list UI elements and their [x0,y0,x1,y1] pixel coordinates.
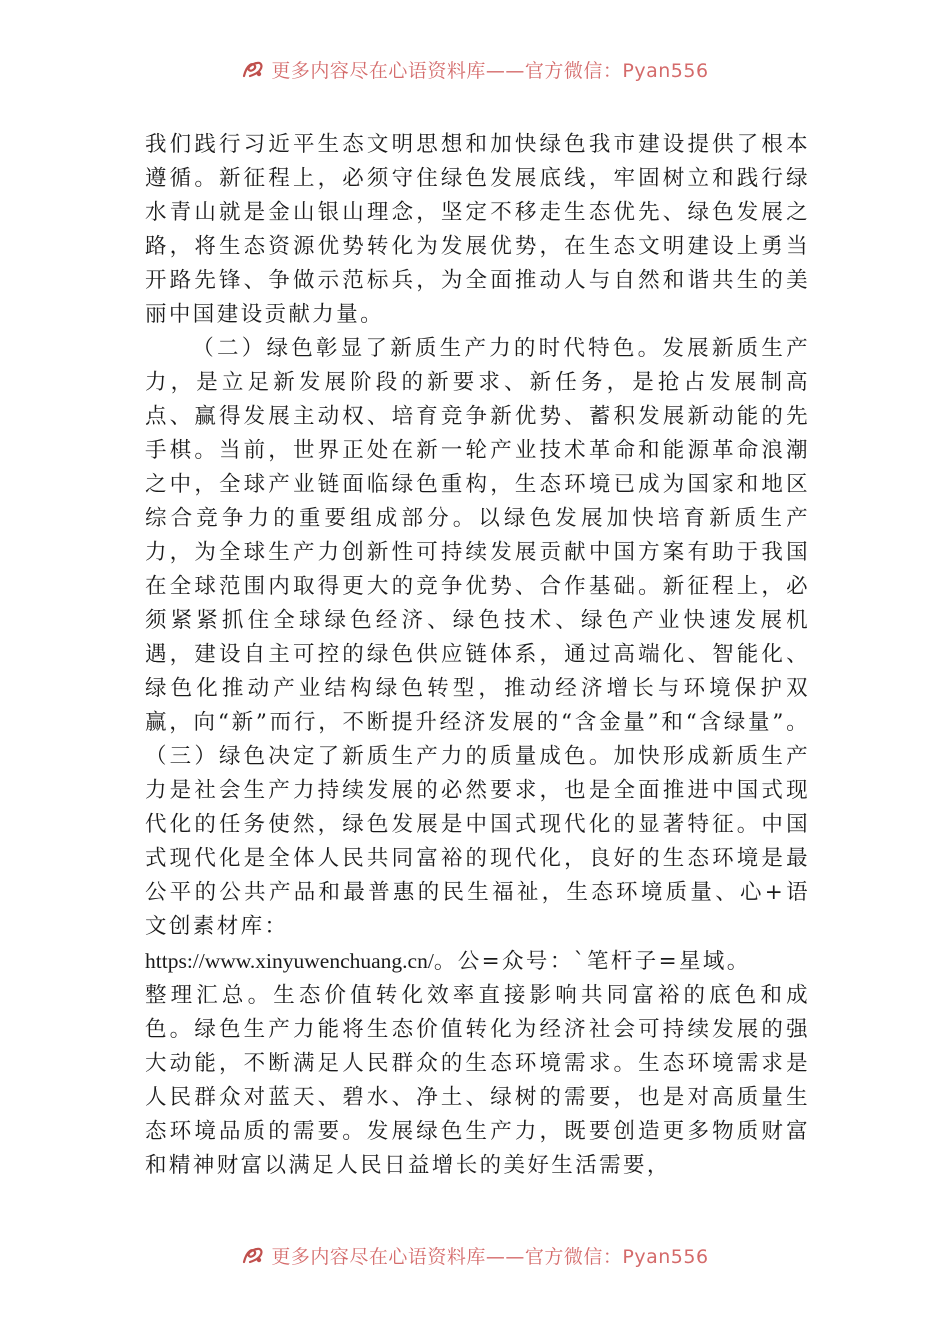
watermark-text: 更多内容尽在心语资料库——官方微信：Pyan556 [271,1245,709,1268]
url-suffix: 。公=众号：`笔杆子=星域。 [433,949,751,974]
url-line [145,944,810,979]
header-watermark [0,52,950,86]
paragraph-2: （二）绿色彰显了新质生产力的时代特色。发展新质生产力，是立足新发展阶段的新要求、新任务，是抢占发展制高点、赢得发展主动权、培育竞争新优势、蓄积发展新动能的先手棋。当前，世界正处在新一轮产业技术革命和能源革命浪潮之中，全球产业链面临绿色重构，生态环境已成为国家和地区综合竞争力的重要组成部分。以绿色发展加快培育新质生产力，为全球生产力创新性可持续发展贡献中国方案有助于我国在全球范围内取得更大的竞争优势、合作基础。新征程上，必须紧紧抓住全球绿色经济、绿色技术、绿色产业快速发展机遇，建设自主可控的绿色供应链体系，通过高端化、智能化、绿色化推动产业结构绿色转型，推动经济增长与环境保护双赢，向“新”而行，不断提升经济发展的“含金量”和“含绿量”。（三）绿色决定了新质生产力的质量成色。加快形成新质生产力是社会生产力持续发展的必然要求，也是全面推进中国式现代化的任务使然，绿色发展是中国式现代化的显著特征。中国式现代化是全体人民共同富裕的现代化，良好的生态环境是最公平的公共产品和最普惠的民生福祉，生态环境质量、心+语文创素材库： [145,336,810,939]
site-url: https://www.xinyuwenchuang.cn/ [145,949,434,973]
document-body [145,128,810,1183]
footer-watermark [0,1238,950,1272]
stylized-logo-icon [241,58,265,80]
paragraph-3: 整理汇总。生态价值转化效率直接影响共同富裕的底色和成色。绿色生产力能将生态价值转化为经济社会可持续发展的强大动能，不断满足人民群众的生态环境需求。生态环境需求是人民群众对蓝天、碧水、净土、绿树的需要，也是对高质量生态环境品质的需要。发展绿色生产力，既要创造更多物质财富和精神财富以满足人民日益增长的美好生活需要， [145,983,810,1178]
watermark-text: 更多内容尽在心语资料库——官方微信：Pyan556 [271,59,709,82]
stylized-logo-icon [241,1244,265,1266]
paragraph-1: 我们践行习近平生态文明思想和加快绿色我市建设提供了根本遵循。新征程上，必须守住绿色发展底线，牢固树立和践行绿水青山就是金山银山理念，坚定不移走生态优先、绿色发展之路，将生态资源优势转化为发展优势，在生态文明建设上勇当开路先锋、争做示范标兵，为全面推动人与自然和谐共生的美丽中国建设贡献力量。 [145,132,810,327]
